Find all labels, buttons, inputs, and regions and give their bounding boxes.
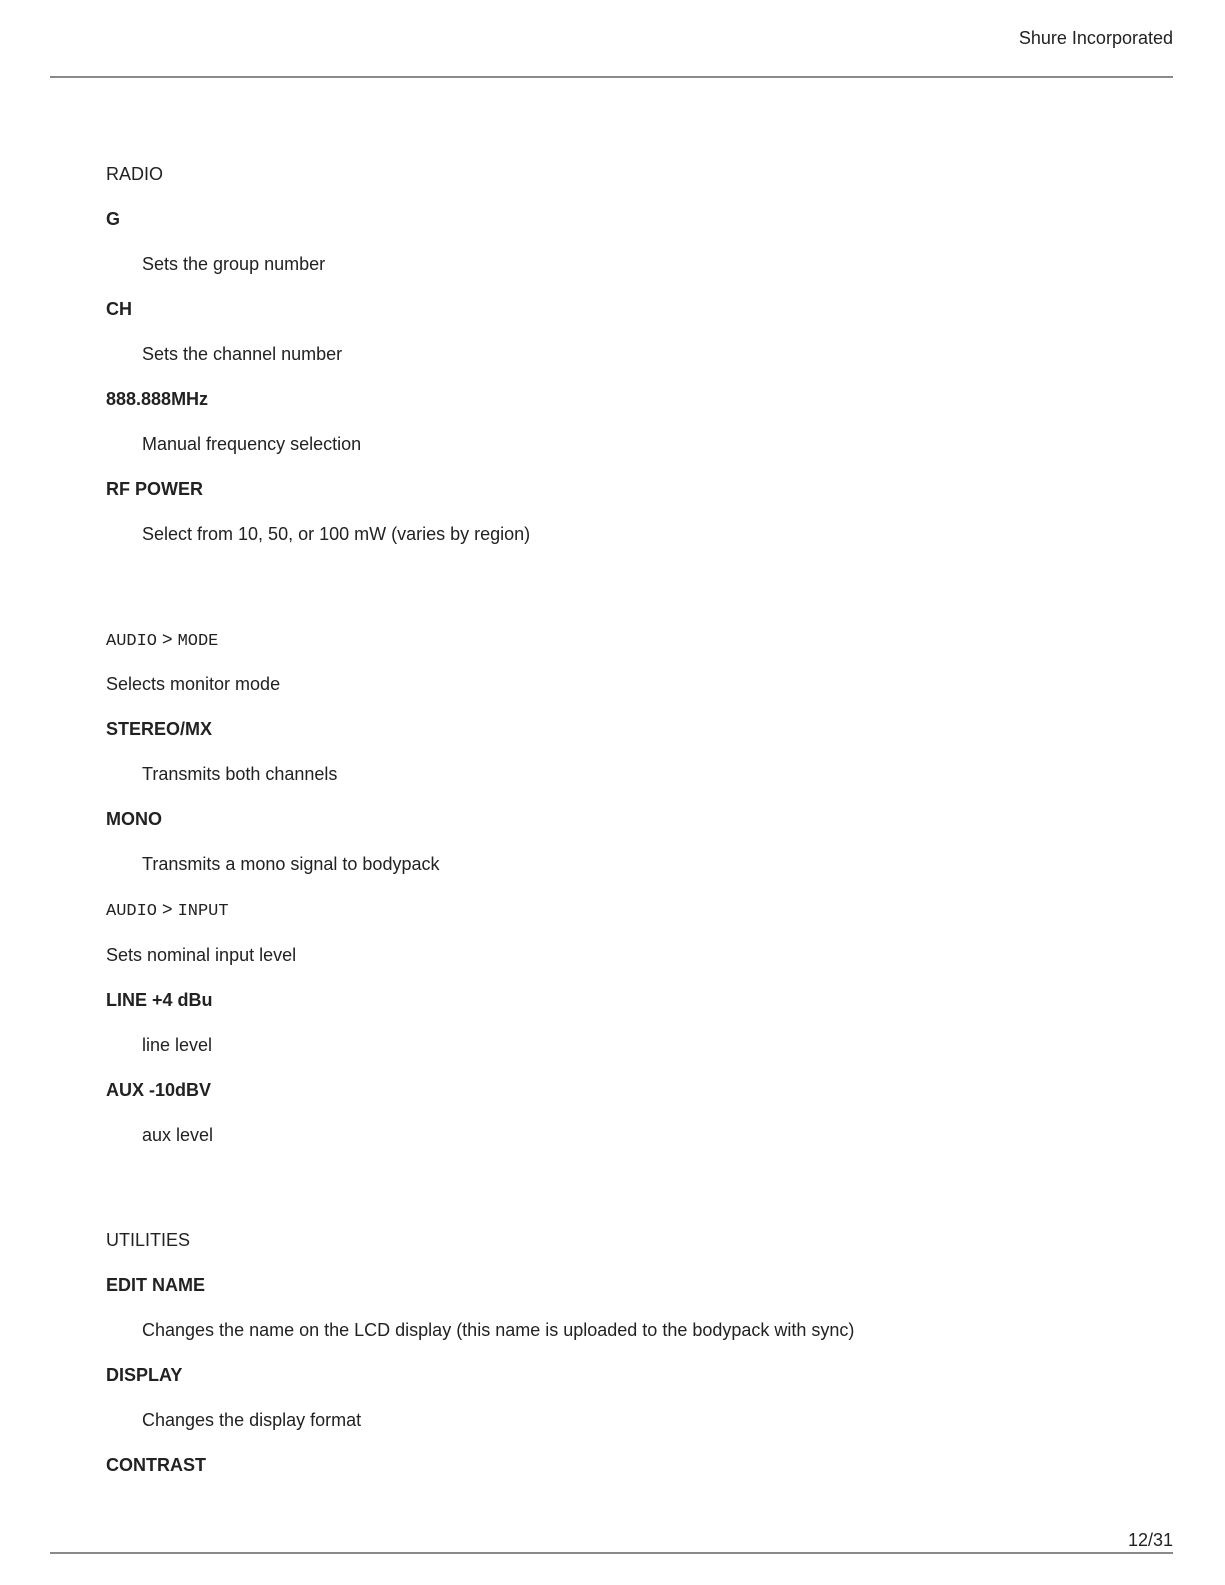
term-group: G <box>106 209 121 229</box>
desc-aux-level: aux level <box>142 1125 214 1145</box>
desc-frequency: Manual frequency selection <box>142 434 362 454</box>
term-mono: MONO <box>106 809 162 829</box>
term-channel: CH <box>106 299 132 319</box>
utilities-heading: UTILITIES <box>106 1230 191 1250</box>
audio-input-path <box>106 898 229 923</box>
term-frequency: 888.888MHz <box>106 389 209 409</box>
term-contrast: CONTRAST <box>106 1455 206 1475</box>
audio-mode-description: Selects monitor mode <box>106 674 281 694</box>
desc-stereo-mx: Transmits both channels <box>142 764 338 784</box>
desc-line-level: line level <box>142 1035 213 1055</box>
desc-channel: Sets the channel number <box>142 344 343 364</box>
term-rf-power: RF POWER <box>106 479 203 499</box>
audio-mode-path-separator: > <box>162 629 173 649</box>
desc-edit-name: Changes the name on the LCD display (this name is uploaded to the bodypack with sync) <box>142 1320 855 1340</box>
audio-mode-path <box>106 628 218 653</box>
term-edit-name: EDIT NAME <box>106 1275 205 1295</box>
term-aux-level: AUX -10dBV <box>106 1080 212 1100</box>
audio-input-path-part2: INPUT <box>177 902 229 921</box>
page-number: 12/31 <box>1127 1530 1173 1550</box>
term-stereo-mx: STEREO/MX <box>106 719 213 739</box>
desc-group: Sets the group number <box>142 254 326 274</box>
desc-display: Changes the display format <box>142 1410 362 1430</box>
desc-mono: Transmits a mono signal to bodypack <box>142 854 440 874</box>
audio-mode-path-part1: AUDIO <box>106 632 158 651</box>
header-company-name: Shure Incorporated <box>1018 28 1173 48</box>
footer-divider <box>50 1552 1173 1554</box>
audio-mode-path-part2: MODE <box>177 632 219 651</box>
term-line-level: LINE +4 dBu <box>106 990 213 1010</box>
audio-input-path-part1: AUDIO <box>106 902 158 921</box>
audio-input-path-separator: > <box>162 899 173 919</box>
term-display: DISPLAY <box>106 1365 183 1385</box>
radio-heading: RADIO <box>106 164 164 184</box>
audio-input-description: Sets nominal input level <box>106 945 297 965</box>
header-divider <box>50 76 1173 78</box>
desc-rf-power: Select from 10, 50, or 100 mW (varies by region) <box>142 524 531 544</box>
